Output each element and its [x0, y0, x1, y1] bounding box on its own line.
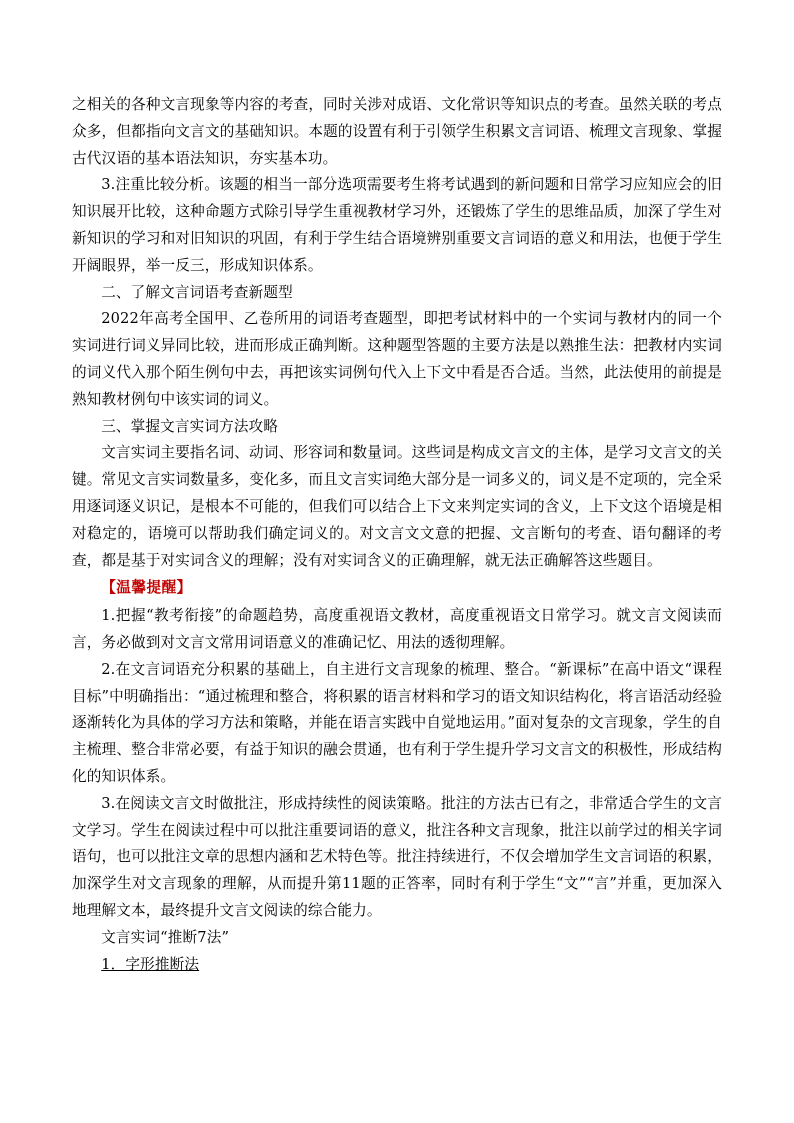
document-body [72, 92, 722, 978]
section-heading-3: 三、掌握文言实词方法攻略 [101, 417, 279, 435]
paragraph-new-question-type: 2022年高考全国甲、乙卷所用的词语考查题型，即把考试材料中的一个实词与教材内的同一个实词进行词义异同比较，进而形成正确判断。这种题型答题的主要方法是以熟推生法：把教材内实词的词义代入那个陌生例句中去，再把该实词例句代入上下文中看是否合适。当然，此法使用的前提是熟知教材例句中该实词的词义。 [72, 310, 722, 408]
tip-point-2: 2.在文言词语充分积累的基础上，自主进行文言现象的梳理、整合。“新课标”在高中语文“课程目标”中明确指出：“通过梳理和整合，将积累的语言材料和学习的语文知识结构化，将言语活动经验逐渐转化为具体的学习方法和策略，并能在语言实践中自觉地运用。”面对复杂的文言现象，学生的自主梳理、整合非常必要，有益于知识的融会贯通，也有利于学生提升学习文言文的积极性，形成结构化的知识体系。 [72, 660, 722, 785]
method-1-heading: 1．字形推断法 [101, 955, 200, 973]
paragraph-continuation: 之相关的各种文言现象等内容的考查，同时关涉对成语、文化常识等知识点的考查。虽然关联的考点众多，但都指向文言文的基础知识。本题的设置有利于引领学生积累文言词语、梳理文言现象、掌握古代汉语的基本语法知识，夯实基本功。 [72, 96, 722, 167]
paragraph-point-3: 3.注重比较分析。该题的相当一部分选项需要考生将考试遇到的新问题和日常学习应知应会的旧知识展开比较，这种命题方式除引导学生重视教材学习外，还锻炼了学生的思维品质，加深了学生对新知识的学习和对旧知识的巩固，有利于学生结合语境辨别重要文言词语的意义和用法，也便于学生开阔眼界，举一反三，形成知识体系。 [72, 176, 722, 274]
paragraph-content-words: 文言实词主要指名词、动词、形容词和数量词。这些词是构成文言文的主体，是学习文言文的关键。常见文言实词数量多，变化多，而且文言实词绝大部分是一词多义的，词义是不定项的，完全采用逐词逐义识记，是根本不可能的，但我们可以结合上下文来判定实词的含义，上下文这个语境是相对稳定的，语境可以帮助我们确定词义的。对文言文文意的把握、文言断句的考查、语句翻译的考查，都是基于对实词含义的理解；没有对实词含义的正确理解，就无法正确解答这些题目。 [72, 444, 722, 569]
tip-point-1: 1.把握“教考衔接”的命题趋势，高度重视语文教材，高度重视语文日常学习。就文言文阅读而言，务必做到对文言文常用词语意义的准确记忆、用法的透彻理解。 [72, 607, 722, 651]
tip-label: 【温馨提醒】 [101, 579, 192, 597]
tip-point-3: 3.在阅读文言文时做批注，形成持续性的阅读策略。批注的方法古已有之，非常适合学生的文言文学习。学生在阅读过程中可以批注重要词语的意义，批注各种文言现象，批注以前学过的相关字词语句，也可以批注文章的思想内涵和艺术特色等。批注持续进行，不仅会增加学生文言词语的积累，加深学生对文言现象的理解，从而提升第11题的正答率，同时有利于学生“文”“言”并重，更加深入地理解文本，最终提升文言文阅读的综合能力。 [72, 794, 722, 919]
section-heading-2: 二、了解文言词语考查新题型 [101, 283, 293, 301]
methods-subheading: 文言实词“推断7法” [101, 928, 230, 946]
